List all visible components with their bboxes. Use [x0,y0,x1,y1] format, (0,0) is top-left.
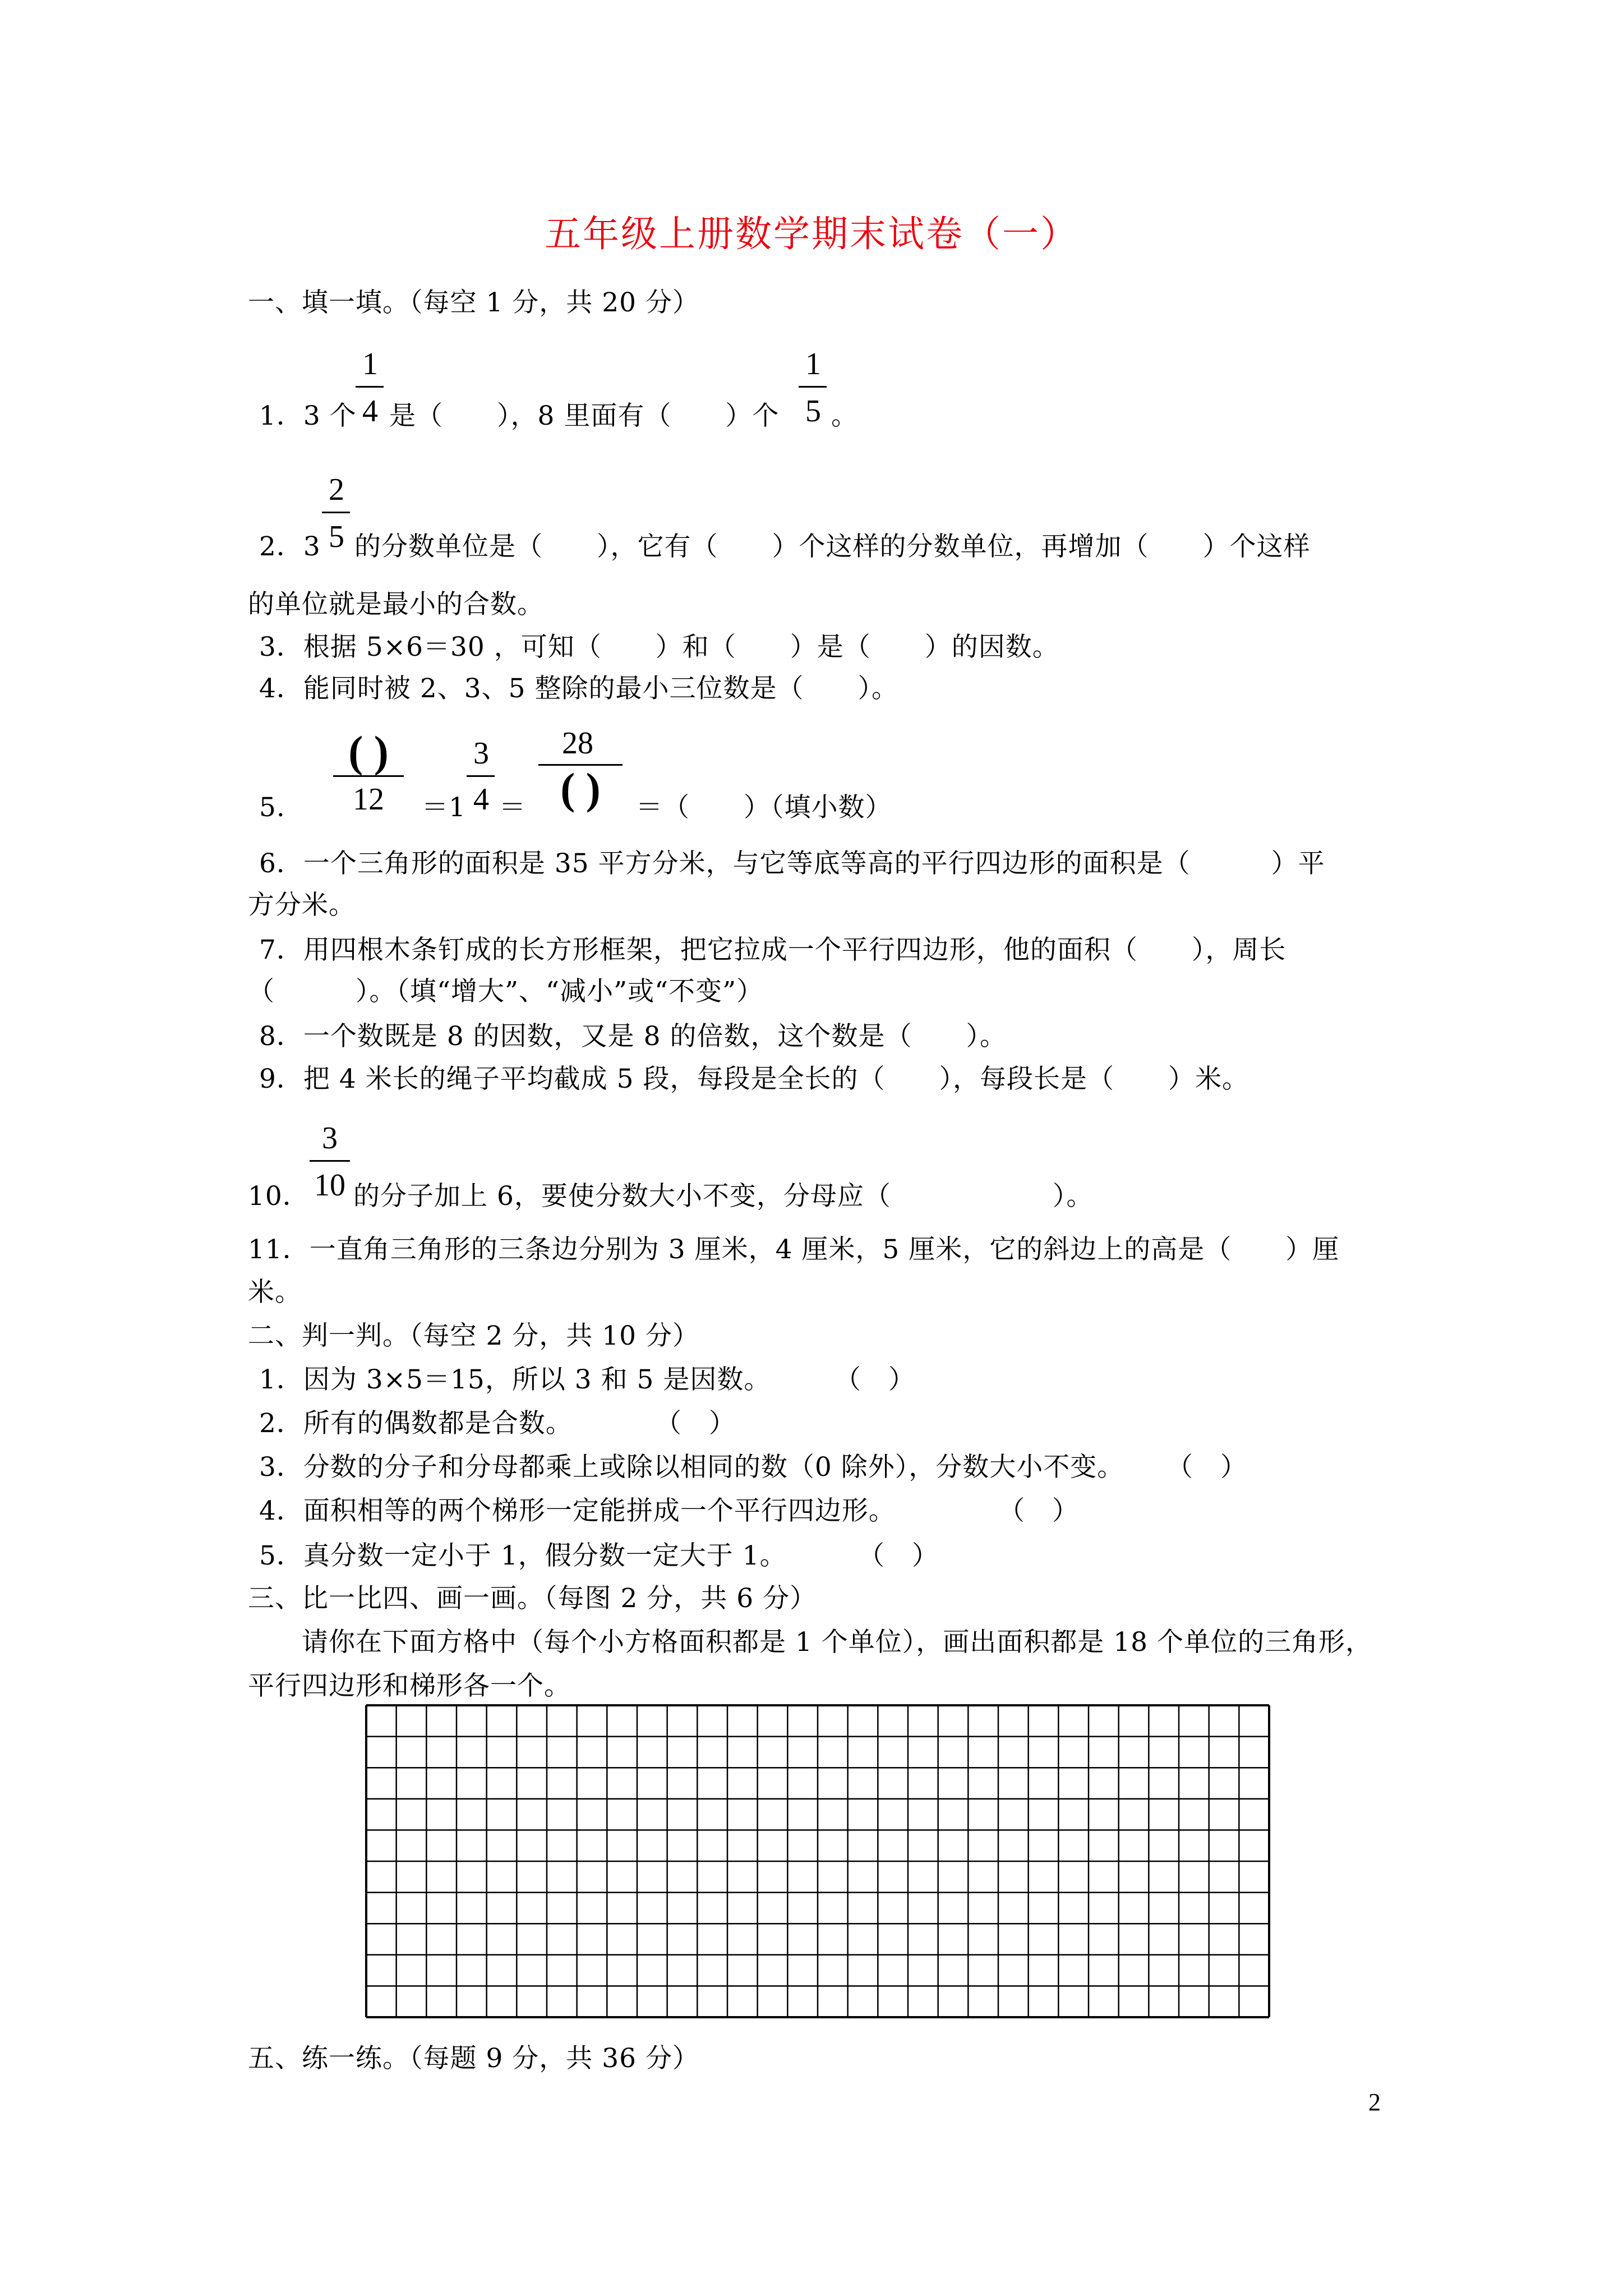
q10-text: 的分子加上 6，要使分数大小不变，分母应（ ）。 [353,1181,1094,1212]
q1-fraction2-numerator: 1 [805,347,821,381]
q5-fraction2-bar [467,775,495,777]
q3-text: 3．根据 5×6＝30 ，可知（ ）和（ ）是（ ）的因数。 [259,632,1059,662]
section5-heading: 五、练一练。（每题 9 分，共 36 分） [248,2043,699,2074]
q4-text: 4．能同时被 2、3、5 整除的最小三位数是（ ）。 [259,673,898,704]
q2-fraction-bar [322,512,350,513]
q5-fraction1-bar [333,775,404,777]
judge-item-1-text: 1．因为 3×5＝15，所以 3 和 5 是因数。 [259,1364,771,1395]
q10-fraction-numerator: 3 [322,1121,338,1156]
judge-item-5-blank[interactable]: （ ） [858,1540,939,1571]
q5-number: 5. [259,792,285,823]
q1-fraction2-denominator: 5 [805,394,821,429]
q10-fraction-denominator: 10 [314,1168,345,1203]
q11-line2: 米。 [248,1277,302,1308]
q6-line2: 方分米。 [248,890,356,921]
q5-fraction1-blank-numerator: ( ) [348,727,389,776]
judge-item-1-blank[interactable]: （ ） [834,1364,915,1395]
q10-fraction-bar [310,1160,350,1162]
q1-fraction1-bar [356,386,384,388]
q1-fraction1-numerator: 1 [362,347,378,381]
judge-item-4-text: 4．面积相等的两个梯形一定能拼成一个平行四边形。 [259,1496,896,1526]
page-title: 五年级上册数学期末试卷（一） [544,213,1078,255]
q1-text-c: 。 [831,401,858,431]
q10-number: 10． [248,1181,310,1212]
q2-text-a: 2．3 [259,531,321,562]
section3-instruction-line1: 请你在下面方格中（每个小方格面积都是 1 个单位），画出面积都是 18 个单位的三角形， [302,1627,1372,1658]
q6-line1: 6．一个三角形的面积是 35 平方分米，与它等底等高的平行四边形的面积是（ ）平 [259,848,1325,879]
q7-line2: （ ）。（填“增大”、“减小”或“不变”） [248,976,764,1007]
section1-heading: 一、填一填。（每空 1 分，共 20 分） [248,287,699,318]
q5-fraction1-denominator: 12 [353,782,384,817]
q5-equals-one: ＝1 [422,792,466,823]
q2-text-b: 的分数单位是（ ），它有（ ）个这样的分数单位，再增加（ ）个这样 [354,531,1311,562]
q5-fraction2-numerator: 3 [473,736,489,771]
q1-text-b: 是（ ），8 里面有（ ）个 [389,401,780,431]
q11-line1: 11．一直角三角形的三条边分别为 3 厘米，4 厘米，5 厘米，它的斜边上的高是（ ）厘 [248,1234,1340,1265]
section2-heading: 二、判一判。（每空 2 分，共 10 分） [248,1320,699,1351]
page-number: 2 [1368,2088,1381,2116]
q5-fraction2-denominator: 4 [473,782,489,817]
drawing-grid[interactable] [364,1703,1271,2019]
q5-fraction3-numerator: 28 [562,726,593,761]
judge-item-2-blank[interactable]: （ ） [655,1408,736,1439]
q1-fraction1-denominator: 4 [362,394,378,429]
section3-heading: 三、比一比四、画一画。（每图 2 分，共 6 分） [248,1583,817,1614]
judge-item-2-text: 2．所有的偶数都是合数。 [259,1408,573,1439]
q9-text: 9．把 4 米长的绳子平均截成 5 段，每段是全长的（ ），每段长是（ ）米。 [259,1064,1249,1094]
section3-instruction-line2: 平行四边形和梯形各一个。 [248,1671,571,1701]
q2-fraction-numerator: 2 [329,472,344,507]
judge-item-3-blank[interactable]: （ ） [1166,1452,1247,1483]
q2-fraction-denominator: 5 [329,519,344,554]
q5-fraction3-blank-denominator: ( ) [560,764,601,813]
judge-item-3-text: 3．分数的分子和分母都乘上或除以相同的数（0 除外），分数大小不变。 [259,1452,1124,1483]
q8-text: 8．一个数既是 8 的因数，又是 8 的倍数，这个数是（ ）。 [259,1021,1007,1052]
q2-line2: 的单位就是最小的合数。 [248,589,544,620]
q5-equals: ＝ [499,792,526,823]
judge-item-5-text: 5．真分数一定小于 1，假分数一定大于 1。 [259,1540,787,1571]
q5-rest: ＝（ ）（填小数） [636,792,892,823]
q1-fraction2-bar [799,386,827,388]
judge-item-4-blank[interactable]: （ ） [998,1496,1079,1526]
q1-text-a: 1．3 个 [259,401,357,431]
q7-line1: 7．用四根木条钉成的长方形框架，把它拉成一个平行四边形，他的面积（ ），周长 [259,935,1287,965]
